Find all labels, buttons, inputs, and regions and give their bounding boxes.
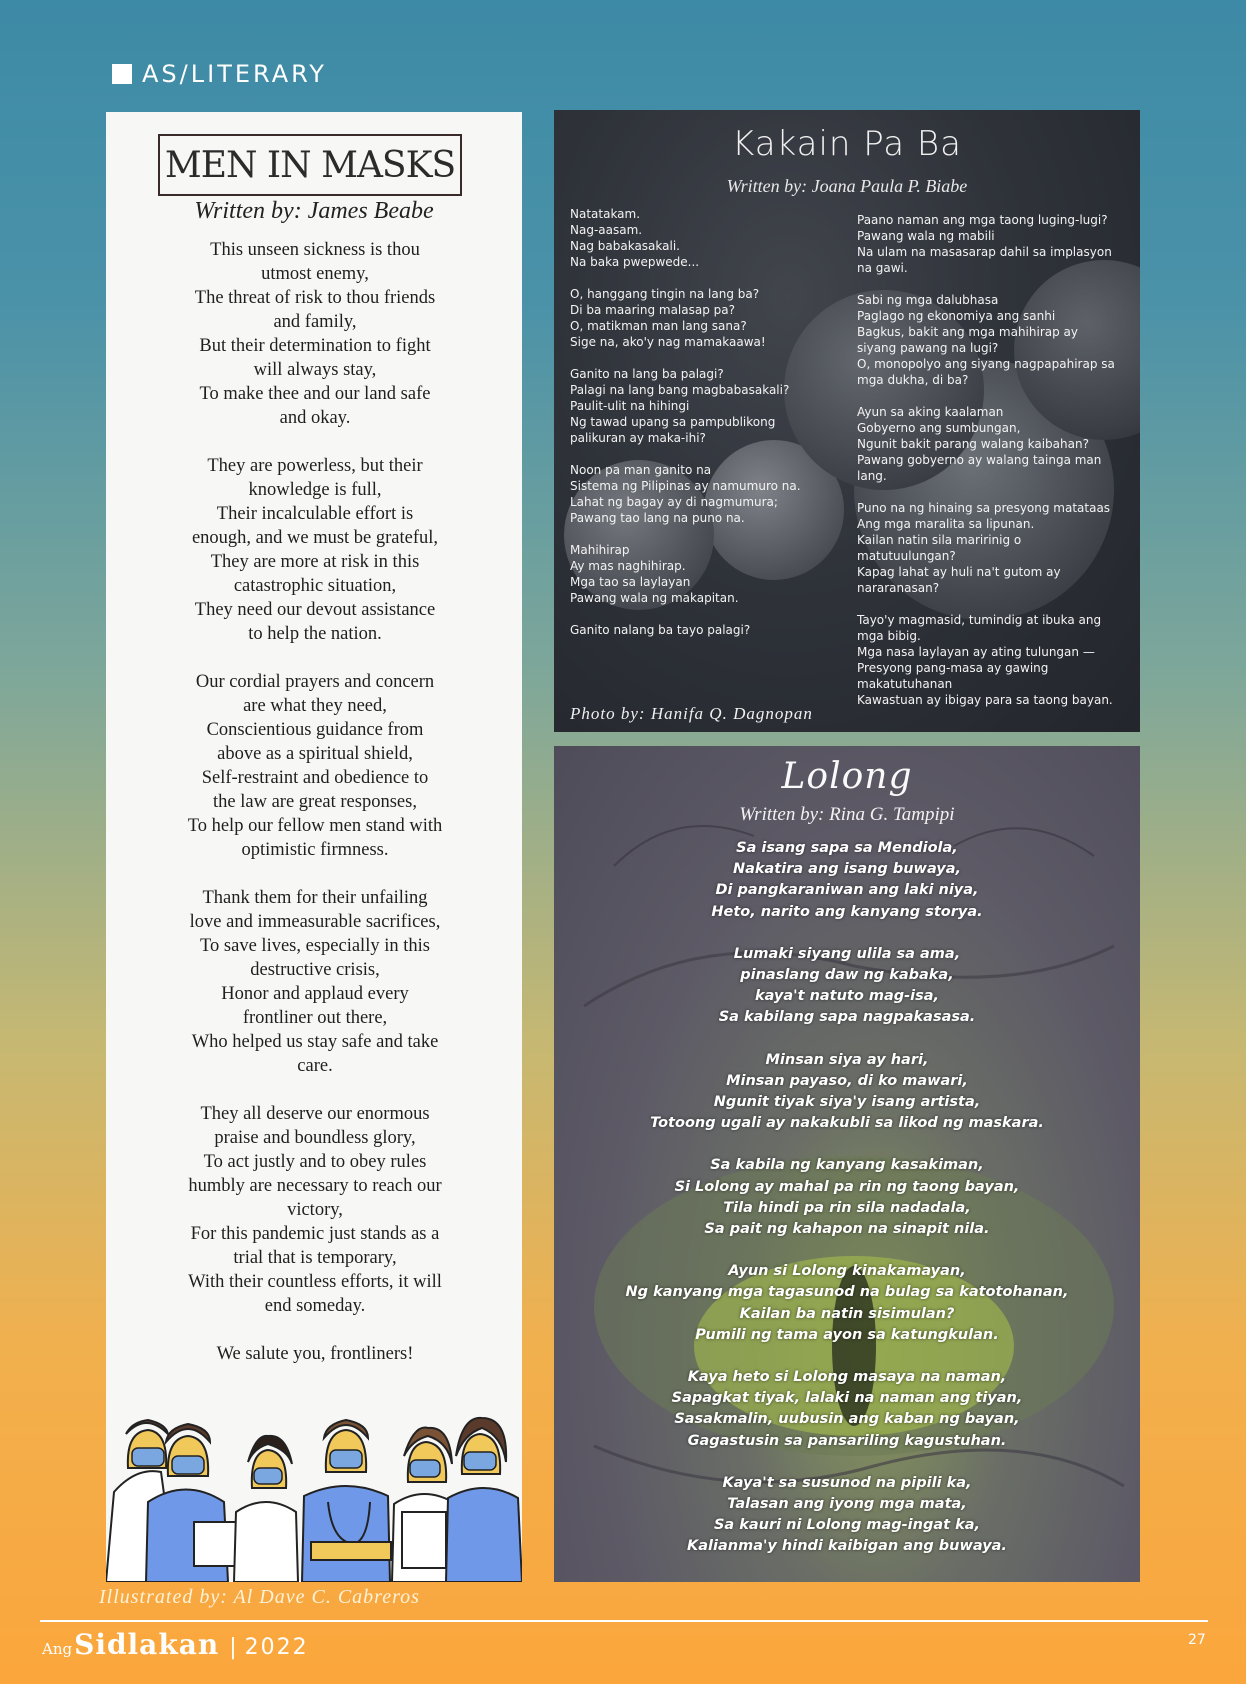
poem-line: Kawastuan ay ibigay para sa taong bayan.: [857, 693, 1113, 707]
poem-line: pinaslang daw ng kabaka,: [740, 967, 954, 984]
poem-line: Pawang gobyerno ay walang tainga man: [857, 453, 1102, 467]
lolong-poem: [554, 838, 1140, 1579]
poem-line: For this pandemic just stands as a: [190, 1224, 440, 1244]
kakain-poem-right-column: [857, 212, 1127, 724]
stanza: [166, 1342, 464, 1366]
poem-line: Paano naman ang mga taong luging-lugi?: [857, 213, 1108, 227]
stanza: [857, 612, 1127, 708]
poem-line: Bagkus, bakit ang mga mahihirap ay: [857, 325, 1079, 339]
poem-line: Natatakam.: [570, 207, 641, 221]
stanza: [554, 1261, 1140, 1346]
stanza: [570, 622, 840, 638]
poem-line: Mga tao sa laylayan: [570, 575, 691, 589]
poem-line: Sa kabila ng kanyang kasakiman,: [710, 1157, 984, 1174]
poem-line: the law are great responses,: [213, 792, 417, 812]
frontliner-figure-3: [234, 1436, 298, 1582]
poem-line: knowledge is full,: [248, 480, 382, 500]
brand-name: Sidlakan: [74, 1628, 220, 1661]
poem-line: na gawi.: [857, 261, 908, 275]
men-in-masks-poem: [166, 238, 464, 1390]
poem-line: mga bibig.: [857, 629, 921, 643]
poem-line: Presyong pang-masa ay gawing: [857, 661, 1049, 675]
poem-line: Palagi na lang bang magbabasakali?: [570, 383, 790, 397]
stanza: [570, 286, 840, 350]
stanza: [857, 212, 1127, 276]
poem-line: Kailan natin sila maririnig o: [857, 533, 1022, 547]
poem-line: Pawang wala ng mabili: [857, 229, 995, 243]
poem-line: O, hanggang tingin na lang ba?: [570, 287, 760, 301]
poem-line: Gagastusin sa pansariling kagustuhan.: [687, 1432, 1007, 1449]
poem-line: Kaya heto si Lolong masaya na naman,: [687, 1369, 1007, 1386]
poem-line: Totoong ugali ay nakakubli sa likod ng maskara.: [650, 1115, 1044, 1132]
poem-line: praise and boundless glory,: [214, 1128, 416, 1148]
poem-line: Ng tawad upang sa pampublikong: [570, 415, 776, 429]
brand-year: 2022: [244, 1635, 309, 1660]
frontliners-illustration: [106, 1372, 522, 1582]
poem-line: Sa pait ng kahapon na sinapit nila.: [704, 1221, 990, 1238]
stanza: [554, 1050, 1140, 1135]
poem-line: Paulit-ulit na hihingi: [570, 399, 690, 413]
poem-line: trial that is temporary,: [233, 1248, 397, 1268]
stanza: [166, 670, 464, 862]
poem-line: will always stay,: [253, 360, 377, 380]
stanza: [570, 206, 840, 270]
poem-line: Gobyerno ang sumbungan,: [857, 421, 1021, 435]
men-in-masks-byline: Written by: James Beabe: [194, 198, 434, 224]
poem-line: Ang mga maralita sa lipunan.: [857, 517, 1035, 531]
stanza: [166, 1102, 464, 1318]
poem-line: To make thee and our land safe: [199, 384, 431, 404]
poem-line: Sabi ng mga dalubhasa: [857, 293, 999, 307]
poem-line: O, matikman man lang sana?: [570, 319, 747, 333]
poem-line: The threat of risk to thou friends: [194, 288, 436, 308]
poem-line: Who helped us stay safe and take: [191, 1032, 439, 1052]
poem-line: humbly are necessary to reach our: [188, 1176, 442, 1196]
poem-line: Conscientious guidance from: [206, 720, 424, 740]
poem-line: Mga nasa laylayan ay ating tulungan —: [857, 645, 1095, 659]
footer-rule: [40, 1620, 1208, 1622]
page-number: 27: [1188, 1632, 1206, 1648]
poem-line: matutuulungan?: [857, 549, 956, 563]
poem-line: Nakatira ang isang buwaya,: [732, 861, 962, 878]
poem-line: siyang pawang na lugi?: [857, 341, 999, 355]
men-in-masks-title: MEN IN MASKS: [158, 134, 462, 196]
poem-line: love and immeasurable sacrifices,: [189, 912, 441, 932]
poem-line: care.: [297, 1056, 333, 1076]
poem-line: Ay mas naghihirap.: [570, 559, 686, 573]
stanza: [554, 944, 1140, 1029]
poem-line: Lahat ng bagay ay di nagmumura;: [570, 495, 778, 509]
poem-line: Kailan ba natin sisimulan?: [739, 1305, 955, 1322]
section-label: AS/LITERARY: [142, 60, 327, 88]
stanza: [554, 1155, 1140, 1240]
poem-line: frontliner out there,: [242, 1008, 388, 1028]
poem-line: Minsan siya ay hari,: [765, 1051, 929, 1068]
poem-line: Ayun si Lolong kinakamayan,: [728, 1263, 966, 1280]
poem-line: Puno na ng hinaing sa presyong matataas: [857, 501, 1111, 515]
poem-line: They need our devout assistance: [194, 600, 436, 620]
poem-line: Sistema ng Pilipinas ay namumuro na.: [570, 479, 801, 493]
poem-line: nararanasan?: [857, 581, 940, 595]
poem-line: victory,: [287, 1200, 343, 1220]
poem-line: Honor and applaud every: [221, 984, 409, 1004]
poem-line: Lumaki siyang ulila sa ama,: [733, 945, 961, 962]
poem-line: We salute you, frontliners!: [216, 1344, 414, 1364]
poem-line: Pawang wala ng makapitan.: [570, 591, 739, 605]
poem-line: Sapagkat tiyak, lalaki na naman ang tiyan,: [671, 1390, 1023, 1407]
poem-line: Pumili ng tama ayon sa katungkulan.: [695, 1326, 999, 1343]
poem-line: above as a spiritual shield,: [217, 744, 413, 764]
poem-line: Self-restraint and obedience to: [201, 768, 429, 788]
poem-line: Di ba maaring malasap pa?: [570, 303, 735, 317]
poem-line: Our cordial prayers and concern: [195, 672, 435, 692]
poem-line: Paglago ng ekonomiya ang sanhi: [857, 309, 1056, 323]
stanza: [554, 838, 1140, 923]
frontliner-figure-6: [446, 1418, 522, 1582]
men-in-masks-panel: [106, 112, 522, 1582]
poem-line: kaya't natuto mag-isa,: [754, 988, 940, 1005]
stanza: [857, 404, 1127, 484]
poem-line: Tila hindi pa rin sila nadadala,: [723, 1199, 971, 1216]
poem-line: Sa kauri ni Lolong mag-ingat ka,: [713, 1517, 981, 1534]
stanza: [554, 1473, 1140, 1558]
poem-line: To save lives, especially in this: [200, 936, 430, 956]
kakain-title: Kakain Pa Ba: [732, 124, 962, 164]
poem-line: Kaya't sa susunod na pipili ka,: [722, 1474, 972, 1491]
stanza: [166, 886, 464, 1078]
poem-line: makatutuhanan: [857, 677, 953, 691]
poem-line: Kalianma'y hindi kaibigan ang buwaya.: [687, 1538, 1007, 1555]
poem-line: Minsan payaso, di ko mawari,: [726, 1072, 968, 1089]
stanza: [570, 542, 840, 606]
poem-line: to help the nation.: [248, 624, 382, 644]
poem-line: Sige na, ako'y nag mamakaawa!: [570, 335, 766, 349]
lolong-title: Lolong: [781, 756, 913, 797]
poem-line: Si Lolong ay mahal pa rin ng taong bayan,: [674, 1178, 1020, 1195]
poem-line: O, monopolyo ang siyang nagpapahirap sa: [857, 357, 1115, 371]
section-square-icon: [112, 64, 132, 84]
poem-line: Na baka pwepwede...: [570, 255, 700, 269]
section-tag: [112, 60, 327, 88]
brand-prefix: Ang: [42, 1640, 73, 1658]
kakain-pa-ba-panel: [554, 110, 1140, 732]
poem-line: Ngunit bakit parang walang kaibahan?: [857, 437, 1089, 451]
poem-line: To act justly and to obey rules: [203, 1152, 427, 1172]
poem-line: Ayun sa aking kaalaman: [857, 405, 1004, 419]
poem-line: Noon pa man ganito na: [570, 463, 712, 477]
poem-line: and family,: [273, 312, 357, 332]
poem-line: Pawang tao lang na puno na.: [570, 511, 745, 525]
poem-line: Nag babakasakali.: [570, 239, 680, 253]
poem-line: But their determination to fight: [199, 336, 431, 356]
poem-line: Nag-aasam.: [570, 223, 643, 237]
poem-line: optimistic firmness.: [241, 840, 389, 860]
poem-line: Thank them for their unfailing: [202, 888, 428, 908]
poem-line: They are powerless, but their: [207, 456, 423, 476]
poem-line: Ganito nalang ba tayo palagi?: [570, 623, 751, 637]
kakain-byline: Written by: Joana Paula P. Biabe: [726, 176, 968, 196]
frontliner-figure-4: [302, 1420, 391, 1582]
poem-line: They all deserve our enormous: [200, 1104, 430, 1124]
poem-line: Tayo'y magmasid, tumindig at ibuka ang: [857, 613, 1102, 627]
stanza: [857, 500, 1127, 596]
kakain-poem-left-column: [570, 206, 840, 654]
stanza: [166, 454, 464, 646]
poem-line: are what they need,: [243, 696, 387, 716]
poem-line: enough, and we must be grateful,: [191, 528, 439, 548]
poem-line: Ngunit tiyak siya'y isang artista,: [713, 1094, 981, 1111]
poem-line: utmost enemy,: [261, 264, 369, 284]
illustration-credit: Illustrated by: Al Dave C. Cabreros: [99, 1586, 420, 1608]
stanza: [166, 238, 464, 430]
poem-line: Sasakmalin, uubusin ang kaban ng bayan,: [674, 1411, 1020, 1428]
lolong-byline: Written by: Rina G. Tampipi: [739, 804, 955, 825]
poem-line: With their countless efforts, it will: [188, 1272, 442, 1292]
poem-line: palikuran ay maka-ihi?: [570, 431, 706, 445]
poem-line: Mahihirap: [570, 543, 630, 557]
poem-line: To help our fellow men stand with: [187, 816, 443, 836]
poem-line: Their incalculable effort is: [216, 504, 414, 524]
poem-line: Heto, narito ang kanyang storya.: [711, 903, 983, 920]
stanza: [570, 366, 840, 446]
poem-line: Na ulam na masasarap dahil sa implasyon: [857, 245, 1112, 259]
poem-line: destructive crisis,: [250, 960, 380, 980]
poem-line: Ganito na lang ba palagi?: [570, 367, 724, 381]
stanza: [570, 462, 840, 526]
poem-line: Kapag lahat ay huli na't gutom ay: [857, 565, 1061, 579]
publication-brand: [42, 1628, 309, 1661]
poem-line: They are more at risk in this: [210, 552, 420, 572]
poem-line: Talasan ang iyong mga mata,: [727, 1496, 967, 1513]
poem-line: end someday.: [264, 1296, 366, 1316]
poem-line: Sa isang sapa sa Mendiola,: [736, 840, 958, 856]
lolong-panel: [554, 746, 1140, 1582]
poem-line: Sa kabilang sapa nagpakasasa.: [718, 1009, 976, 1026]
poem-line: and okay.: [279, 408, 351, 428]
poem-line: lang.: [857, 469, 887, 483]
stanza: [857, 292, 1127, 388]
poem-line: This unseen sickness is thou: [210, 240, 420, 260]
photo-credit: Photo by: Hanifa Q. Dagnopan: [570, 704, 813, 723]
poem-line: mga dukha, di ba?: [857, 373, 969, 387]
poem-line: catastrophic situation,: [233, 576, 397, 596]
poem-line: Di pangkaraniwan ang laki niya,: [715, 882, 979, 899]
brand-separator: |: [229, 1635, 237, 1660]
poem-line: Ng kanyang mga tagasunod na bulag sa katotohanan,: [625, 1284, 1069, 1301]
stanza: [554, 1367, 1140, 1452]
